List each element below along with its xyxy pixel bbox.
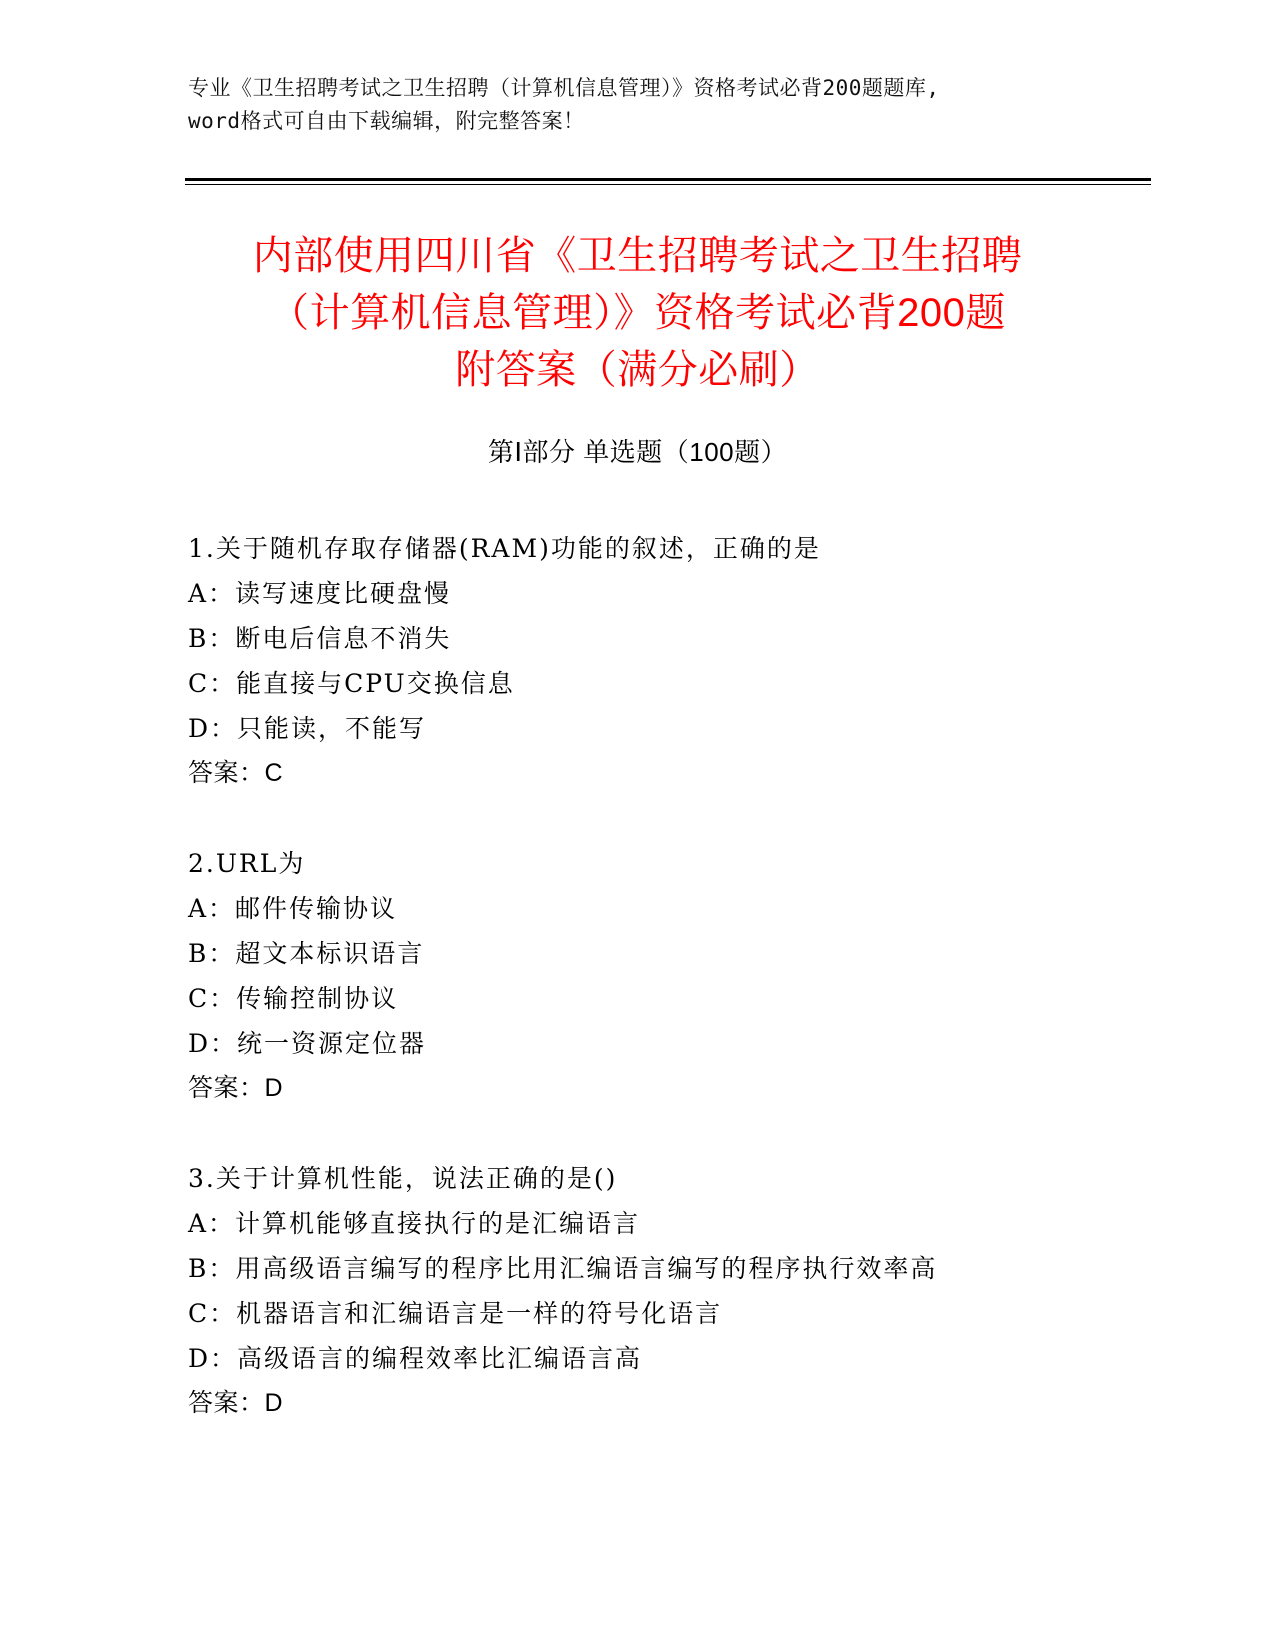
question-list (188, 526, 1148, 1471)
document-title-line-2: （计算机信息管理）》资格考试必背200题 (269, 291, 1006, 335)
header-rule-thick (185, 178, 1151, 181)
option-b: B：用高级语言编写的程序比用汇编语言编写的程序执行效率高 (188, 1254, 938, 1283)
question-2 (188, 841, 1148, 1111)
option-c: C：传输控制协议 (188, 984, 399, 1013)
option-d: D：高级语言的编程效率比汇编语言高 (188, 1344, 643, 1373)
question-stem: 2.URL为 (188, 849, 306, 878)
option-b: B：超文本标识语言 (188, 939, 425, 968)
option-c: C：能直接与CPU交换信息 (188, 669, 515, 698)
option-a: A：读写速度比硬盘慢 (188, 579, 452, 608)
answer-line: 答案：C (188, 759, 284, 787)
header-note-line-1: 专业《卫生招聘考试之卫生招聘（计算机信息管理）》资格考试必背200题题库, (188, 76, 940, 100)
option-a: A：计算机能够直接执行的是汇编语言 (188, 1209, 641, 1238)
question-1 (188, 526, 1148, 796)
header-note-line-2: word格式可自由下载编辑，附完整答案！ (188, 109, 585, 133)
option-d: D：统一资源定位器 (188, 1029, 427, 1058)
section-heading: 第Ⅰ部分 单选题（100题） (487, 437, 788, 467)
option-d: D：只能读，不能写 (188, 714, 427, 743)
option-c: C：机器语言和汇编语言是一样的符号化语言 (188, 1299, 723, 1328)
answer-line: 答案：D (188, 1074, 284, 1102)
answer-line: 答案：D (188, 1389, 284, 1417)
document-title-line-3: 附答案（满分必刷） (455, 348, 820, 392)
question-stem: 1.关于随机存取存储器(RAM)功能的叙述，正确的是 (188, 534, 821, 563)
header-note (188, 72, 1088, 138)
document-title (150, 228, 1125, 399)
document-title-line-1: 内部使用四川省《卫生招聘考试之卫生招聘 (252, 234, 1023, 278)
header-rule-thin (185, 184, 1151, 185)
question-3 (188, 1156, 1148, 1426)
option-a: A：邮件传输协议 (188, 894, 398, 923)
option-b: B：断电后信息不消失 (188, 624, 452, 653)
question-stem: 3.关于计算机性能，说法正确的是() (188, 1164, 618, 1193)
